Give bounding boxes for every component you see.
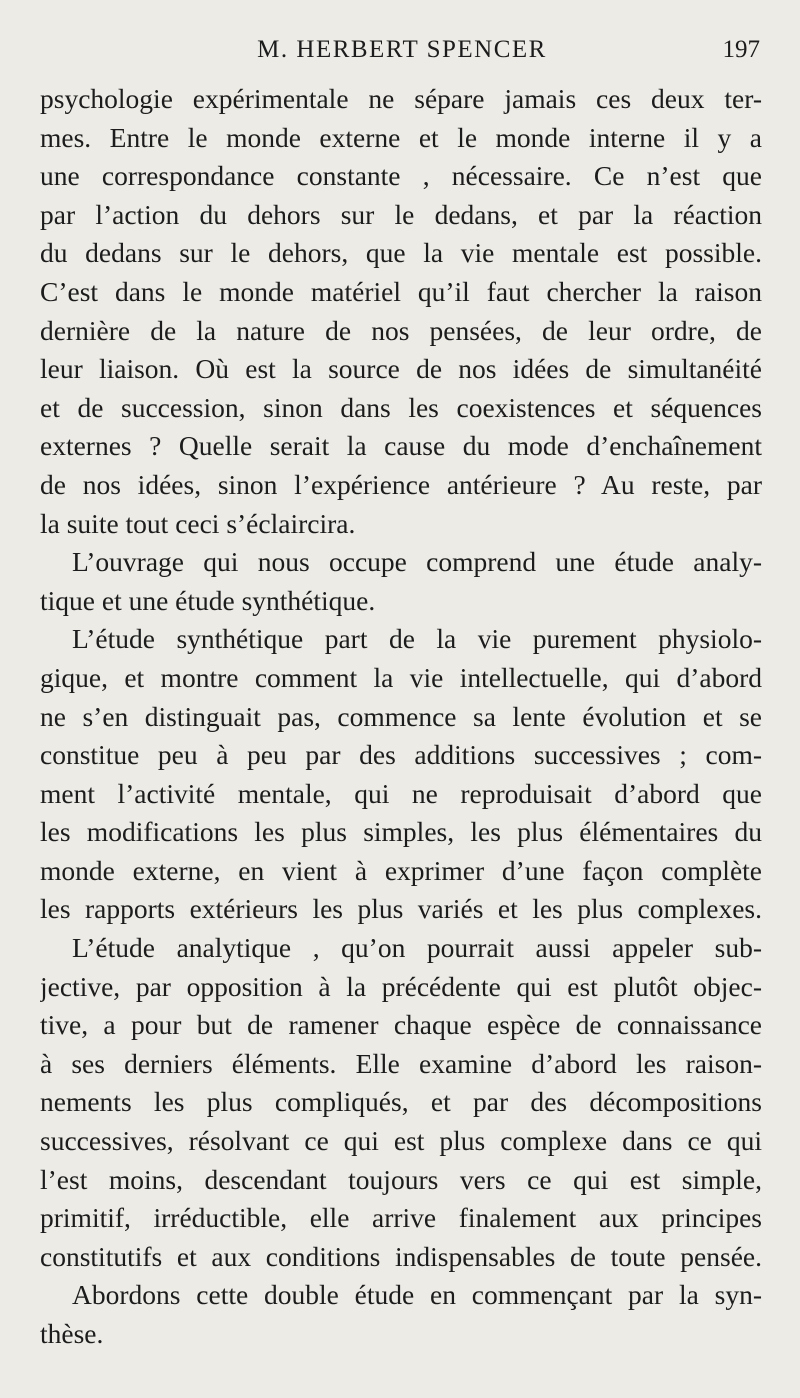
text-line: du dedans sur le dehors, que la vie mentale est possible. <box>40 237 762 269</box>
text-line: thèse. <box>40 1318 104 1349</box>
text-line: dernière de la nature de nos pensées, de leur ordre, de <box>40 314 762 346</box>
text-line: L’ouvrage qui nous occupe comprend une étude analy- <box>72 546 762 578</box>
text-line: constitutifs et aux conditions indispensables de toute pensée. <box>40 1240 762 1272</box>
text-line: l’est moins, descendant toujours vers ce qui est simple, <box>40 1163 762 1195</box>
text-line: Abordons cette double étude en commençant par la syn- <box>72 1279 762 1311</box>
text-line: de nos idées, sinon l’expérience antérieure ? Au reste, par <box>40 468 762 500</box>
text-line: par l’action du dehors sur le dedans, et par la réaction <box>40 198 762 230</box>
text-line: leur liaison. Où est la source de nos idées de simultanéité <box>40 353 762 385</box>
text-line: une correspondance constante , nécessaire. Ce n’est que <box>40 160 762 192</box>
page-number: 197 <box>722 36 760 63</box>
text-line: constitue peu à peu par des additions successives ; com- <box>40 739 762 771</box>
text-line: L’étude synthétique part de la vie purement physiolo- <box>72 623 762 655</box>
running-title: M. HERBERT SPENCER <box>257 36 547 63</box>
text-line: tive, a pour but de ramener chaque espèce de connaissance <box>40 1009 762 1041</box>
text-line: successives, résolvant ce qui est plus complexe dans ce qui <box>40 1125 762 1157</box>
text-line: tique et une étude synthétique. <box>40 584 376 616</box>
text-line: primitif, irréductible, elle arrive finalement aux principes <box>40 1202 762 1234</box>
text-line: L’étude analytique , qu’on pourrait aussi appeler sub- <box>72 932 762 964</box>
text-line: la suite tout ceci s’éclaircira. <box>40 507 356 539</box>
text-line: et de succession, sinon dans les coexistences et séquences <box>40 391 762 423</box>
text-line: à ses derniers éléments. Elle examine d’abord les raison- <box>40 1047 762 1079</box>
text-line: C’est dans le monde matériel qu’il faut chercher la raison <box>40 275 762 307</box>
page-body <box>40 80 762 1354</box>
text-line: les modifications les plus simples, les plus élémentaires du <box>40 816 762 848</box>
text-line: gique, et montre comment la vie intellectuelle, qui d’abord <box>40 661 762 693</box>
text-line: jective, par opposition à la précédente qui est plutôt objec- <box>40 970 762 1002</box>
text-line: psychologie expérimentale ne sépare jamais ces deux ter- <box>40 83 762 114</box>
text-line: ment l’activité mentale, qui ne reproduisait d’abord que <box>40 777 762 809</box>
text-line: monde externe, en vient à exprimer d’une façon complète <box>40 854 762 886</box>
text-line: mes. Entre le monde externe et le monde interne il y a <box>40 121 762 153</box>
text-line: externes ? Quelle serait la cause du mode d’enchaînement <box>40 430 762 462</box>
text-line: nements les plus compliqués, et par des décompositions <box>40 1086 762 1118</box>
text-line: les rapports extérieurs les plus variés et les plus complexes. <box>40 893 762 925</box>
page-header <box>40 36 764 72</box>
text-line: ne s’en distinguait pas, commence sa lente évolution et se <box>40 700 762 732</box>
